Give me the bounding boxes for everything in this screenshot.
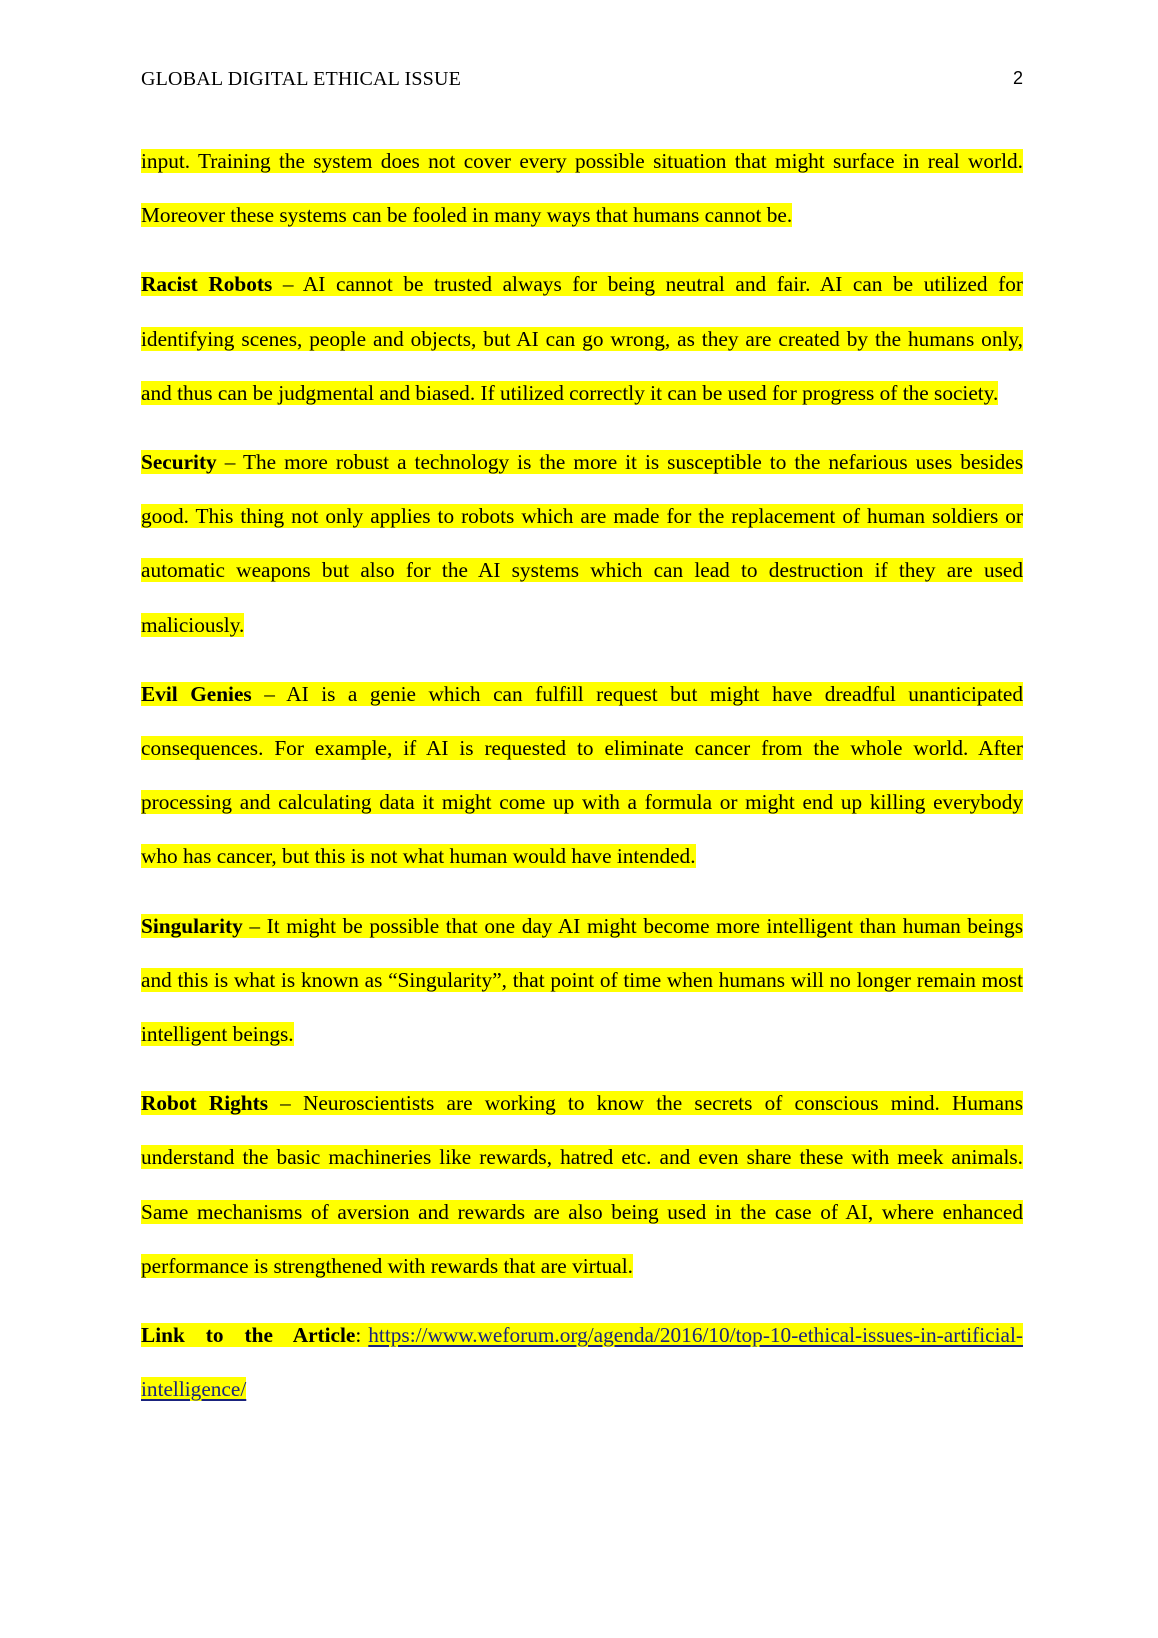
paragraph-term: Security [141, 450, 217, 475]
paragraph-text: – It might be possible that one day AI might become more intelligent than human beings and this is what is known as “Singularity”, that point of time when humans will no longer remain most intelligent beings. [141, 913, 1023, 1047]
highlighted-text [141, 914, 1023, 1046]
paragraph-term: Racist Robots [141, 272, 273, 297]
paragraph-term: Evil Genies [141, 681, 252, 706]
paragraph-text: – AI cannot be trusted always for being neutral and fair. AI can be utilized for identifying scenes, people and objects, but AI can go wrong, as they are created by the humans only, and thus can be judgmental and biased. If utilized correctly it can be used for progress of the society. [141, 272, 1024, 405]
paragraph-text: – The more robust a technology is the more it is susceptible to the nefarious uses besides good. This thing not only applies to robots which are made for the replacement of human soldiers or automatic weapons but also for the AI systems which can lead to destruction if they are used maliciously. [141, 450, 1023, 637]
paragraph-text: input. Training the system does not cover every possible situation that might surface in real world. Moreover these systems can be fooled in many ways that humans cannot be. [141, 149, 1023, 228]
paragraph-singularity [141, 899, 1023, 1062]
article-link-label: Link to the Article [141, 1323, 356, 1348]
article-link-separator: : [355, 1323, 369, 1348]
article-link[interactable]: https://www.weforum.org/agenda/2016/10/top-10-ethical-issues-in-artificial-intelligence/ [141, 1323, 1023, 1402]
page-header [141, 68, 1023, 98]
paragraph-term: Singularity [141, 913, 243, 938]
highlighted-text [141, 272, 1023, 404]
paragraph-text: – AI is a genie which can fulfill request but might have dreadful unanticipated consequences. For example, if AI is requested to eliminate cancer from the whole world. After processing and calculating data it might come up with a formula or might end up killing everybody who has cancer, but this is not what human would have intended. [141, 681, 1023, 869]
paragraph-security [141, 435, 1023, 652]
paragraph-evil-genies [141, 667, 1023, 884]
paragraph-term: Robot Rights [141, 1091, 268, 1116]
highlighted-text [141, 1091, 1023, 1278]
paragraph-text: – Neuroscientists are working to know the secrets of conscious mind. Humans understand the basic machineries like rewards, hatred etc. and even share these with meek animals. Same mechanisms of aversion and rewards are also being used in the case of AI, where enhanced performance is strengthened with rewards that are virtual. [141, 1091, 1023, 1278]
running-head: GLOBAL DIGITAL ETHICAL ISSUE [141, 68, 462, 90]
highlighted-text [141, 682, 1023, 869]
document-body [141, 134, 1023, 1416]
paragraph-continuation [141, 134, 1023, 242]
highlighted-text [141, 450, 1023, 637]
page-number: 2 [1012, 68, 1023, 88]
highlighted-text [141, 1323, 1023, 1401]
highlighted-text [141, 149, 1023, 227]
paragraph-racist-robots [141, 257, 1023, 420]
article-link-paragraph [141, 1308, 1023, 1416]
paragraph-robot-rights [141, 1076, 1023, 1293]
